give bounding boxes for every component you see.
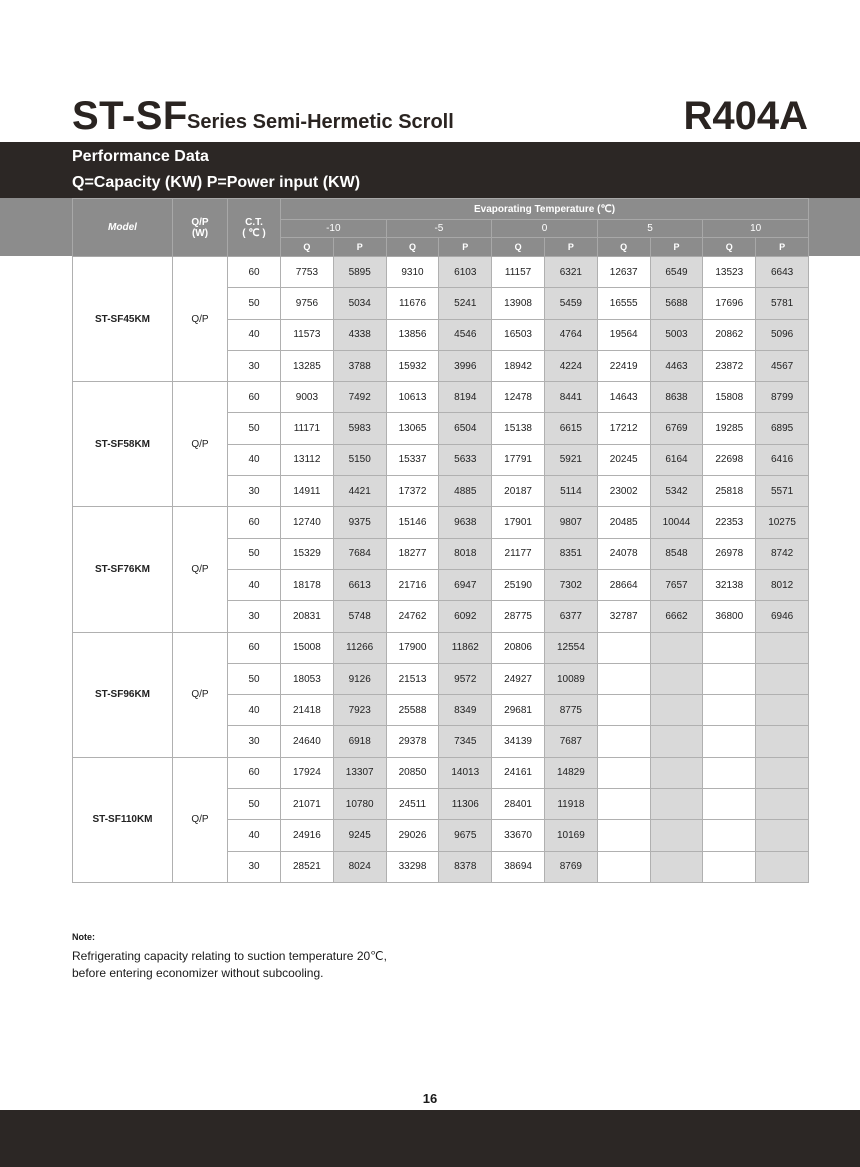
power-cell: 8378: [439, 851, 492, 882]
footer-band: [0, 1110, 860, 1167]
section-legend: Q=Capacity (KW) P=Power input (KW): [72, 174, 361, 191]
note-heading: Note:: [72, 932, 95, 942]
table-row: [73, 257, 809, 288]
table-row: [73, 757, 809, 788]
model-qp: Q/P: [173, 507, 228, 632]
capacity-cell: 13065: [386, 413, 439, 444]
header-qp: Q/P (W): [173, 199, 228, 257]
model-qp: Q/P: [173, 382, 228, 507]
capacity-cell: [703, 789, 756, 820]
capacity-cell: 15932: [386, 350, 439, 381]
header-model: Model: [73, 199, 173, 257]
power-cell: 6092: [439, 601, 492, 632]
header-evap-temp: -5: [386, 220, 492, 238]
power-cell: [650, 851, 703, 882]
model-qp: Q/P: [173, 757, 228, 882]
capacity-cell: [703, 695, 756, 726]
capacity-cell: 20806: [492, 632, 545, 663]
capacity-cell: 21418: [281, 695, 334, 726]
ct-value: 40: [228, 820, 281, 851]
capacity-cell: 10613: [386, 382, 439, 413]
power-cell: 14013: [439, 757, 492, 788]
power-cell: 6918: [333, 726, 386, 757]
header-q: Q: [281, 238, 334, 257]
power-cell: [650, 789, 703, 820]
power-cell: 9126: [333, 663, 386, 694]
power-cell: [756, 789, 809, 820]
capacity-cell: 17791: [492, 444, 545, 475]
power-cell: 5034: [333, 288, 386, 319]
capacity-cell: 15329: [281, 538, 334, 569]
capacity-cell: 24078: [597, 538, 650, 569]
capacity-cell: 17212: [597, 413, 650, 444]
power-cell: 6947: [439, 569, 492, 600]
capacity-cell: 13908: [492, 288, 545, 319]
capacity-cell: 20485: [597, 507, 650, 538]
power-cell: 9245: [333, 820, 386, 851]
capacity-cell: 11157: [492, 257, 545, 288]
capacity-cell: 11171: [281, 413, 334, 444]
power-cell: 5241: [439, 288, 492, 319]
ct-value: 30: [228, 350, 281, 381]
power-cell: 10044: [650, 507, 703, 538]
capacity-cell: 23872: [703, 350, 756, 381]
refrigerant-label: R404A: [683, 94, 808, 138]
power-cell: 6946: [756, 601, 809, 632]
power-cell: 9638: [439, 507, 492, 538]
capacity-cell: [597, 632, 650, 663]
power-cell: 8742: [756, 538, 809, 569]
power-cell: 9375: [333, 507, 386, 538]
header-ct: C.T. ( ℃ ): [228, 199, 281, 257]
power-cell: 8441: [544, 382, 597, 413]
ct-value: 40: [228, 569, 281, 600]
capacity-cell: 18178: [281, 569, 334, 600]
capacity-cell: 12478: [492, 382, 545, 413]
power-cell: 5150: [333, 444, 386, 475]
power-cell: 8018: [439, 538, 492, 569]
power-cell: 11266: [333, 632, 386, 663]
capacity-cell: 23002: [597, 476, 650, 507]
capacity-cell: 24927: [492, 663, 545, 694]
header-evap-temp: 0: [492, 220, 598, 238]
capacity-cell: 11676: [386, 288, 439, 319]
model-name: ST-SF76KM: [73, 507, 173, 632]
capacity-cell: 21071: [281, 789, 334, 820]
capacity-cell: 17924: [281, 757, 334, 788]
power-cell: 6549: [650, 257, 703, 288]
power-cell: [650, 757, 703, 788]
capacity-cell: 24161: [492, 757, 545, 788]
power-cell: 6662: [650, 601, 703, 632]
header-p: P: [544, 238, 597, 257]
table-row: [73, 382, 809, 413]
capacity-cell: [597, 663, 650, 694]
capacity-cell: 17696: [703, 288, 756, 319]
model-name: ST-SF45KM: [73, 257, 173, 382]
capacity-cell: 24640: [281, 726, 334, 757]
power-cell: 14829: [544, 757, 597, 788]
capacity-cell: 7753: [281, 257, 334, 288]
capacity-cell: 34139: [492, 726, 545, 757]
power-cell: [756, 695, 809, 726]
capacity-cell: 24916: [281, 820, 334, 851]
capacity-cell: 16503: [492, 319, 545, 350]
capacity-cell: 26978: [703, 538, 756, 569]
power-cell: 3996: [439, 350, 492, 381]
capacity-cell: [703, 663, 756, 694]
ct-value: 60: [228, 382, 281, 413]
power-cell: 8548: [650, 538, 703, 569]
power-cell: 10089: [544, 663, 597, 694]
header-q: Q: [386, 238, 439, 257]
capacity-cell: [703, 726, 756, 757]
power-cell: 10169: [544, 820, 597, 851]
power-cell: 5983: [333, 413, 386, 444]
capacity-cell: [597, 726, 650, 757]
section-title: Performance Data: [72, 148, 209, 165]
power-cell: 4546: [439, 319, 492, 350]
ct-value: 50: [228, 663, 281, 694]
power-cell: 6504: [439, 413, 492, 444]
capacity-cell: 11573: [281, 319, 334, 350]
power-cell: 6895: [756, 413, 809, 444]
ct-value: 30: [228, 601, 281, 632]
power-cell: 4224: [544, 350, 597, 381]
capacity-cell: 19285: [703, 413, 756, 444]
note-line-2: before entering economizer without subcooling.: [72, 966, 324, 980]
power-cell: 8024: [333, 851, 386, 882]
power-cell: 11918: [544, 789, 597, 820]
power-cell: 5114: [544, 476, 597, 507]
power-cell: 4885: [439, 476, 492, 507]
power-cell: 4567: [756, 350, 809, 381]
page-title: ST-SF: [72, 94, 188, 138]
capacity-cell: 24511: [386, 789, 439, 820]
ct-value: 30: [228, 851, 281, 882]
power-cell: 3788: [333, 350, 386, 381]
capacity-cell: 24762: [386, 601, 439, 632]
capacity-cell: 21177: [492, 538, 545, 569]
power-cell: 5781: [756, 288, 809, 319]
power-cell: 4338: [333, 319, 386, 350]
capacity-cell: 13112: [281, 444, 334, 475]
capacity-cell: 25190: [492, 569, 545, 600]
power-cell: 8638: [650, 382, 703, 413]
capacity-cell: 13285: [281, 350, 334, 381]
header-p: P: [439, 238, 492, 257]
capacity-cell: 9003: [281, 382, 334, 413]
table-row: [73, 507, 809, 538]
power-cell: 8349: [439, 695, 492, 726]
power-cell: 5895: [333, 257, 386, 288]
capacity-cell: 14643: [597, 382, 650, 413]
capacity-cell: 20850: [386, 757, 439, 788]
capacity-cell: 25818: [703, 476, 756, 507]
capacity-cell: 29681: [492, 695, 545, 726]
capacity-cell: 15337: [386, 444, 439, 475]
header-p: P: [650, 238, 703, 257]
power-cell: 8351: [544, 538, 597, 569]
model-qp: Q/P: [173, 257, 228, 382]
power-cell: 8194: [439, 382, 492, 413]
capacity-cell: 29026: [386, 820, 439, 851]
capacity-cell: 19564: [597, 319, 650, 350]
capacity-cell: 18277: [386, 538, 439, 569]
ct-value: 50: [228, 288, 281, 319]
capacity-cell: 21716: [386, 569, 439, 600]
capacity-cell: 32787: [597, 601, 650, 632]
capacity-cell: 28664: [597, 569, 650, 600]
power-cell: 7345: [439, 726, 492, 757]
power-cell: 11306: [439, 789, 492, 820]
capacity-cell: 17900: [386, 632, 439, 663]
power-cell: 7492: [333, 382, 386, 413]
capacity-cell: 22419: [597, 350, 650, 381]
power-cell: 6615: [544, 413, 597, 444]
capacity-cell: 38694: [492, 851, 545, 882]
capacity-cell: 33670: [492, 820, 545, 851]
power-cell: 8769: [544, 851, 597, 882]
power-cell: 11862: [439, 632, 492, 663]
model-name: ST-SF58KM: [73, 382, 173, 507]
page-number: 16: [422, 1091, 438, 1106]
capacity-cell: 33298: [386, 851, 439, 882]
power-cell: 7684: [333, 538, 386, 569]
power-cell: 10780: [333, 789, 386, 820]
capacity-cell: 17901: [492, 507, 545, 538]
power-cell: 4764: [544, 319, 597, 350]
model-qp: Q/P: [173, 632, 228, 757]
header-evap-temp: -10: [281, 220, 387, 238]
header-p: P: [333, 238, 386, 257]
power-cell: 7302: [544, 569, 597, 600]
header-evap-temp: 5: [597, 220, 703, 238]
capacity-cell: 28521: [281, 851, 334, 882]
capacity-cell: 20245: [597, 444, 650, 475]
ct-value: 60: [228, 757, 281, 788]
ct-value: 40: [228, 695, 281, 726]
header-q: Q: [597, 238, 650, 257]
power-cell: [650, 726, 703, 757]
power-cell: 5342: [650, 476, 703, 507]
capacity-cell: 22353: [703, 507, 756, 538]
ct-value: 50: [228, 413, 281, 444]
capacity-cell: 25588: [386, 695, 439, 726]
power-cell: 5748: [333, 601, 386, 632]
model-name: ST-SF96KM: [73, 632, 173, 757]
table-row: [73, 632, 809, 663]
power-cell: 6416: [756, 444, 809, 475]
power-cell: 6164: [650, 444, 703, 475]
power-cell: 6643: [756, 257, 809, 288]
capacity-cell: [597, 789, 650, 820]
header-q: Q: [703, 238, 756, 257]
power-cell: 5688: [650, 288, 703, 319]
capacity-cell: 32138: [703, 569, 756, 600]
power-cell: 5571: [756, 476, 809, 507]
power-cell: [756, 820, 809, 851]
performance-table: [72, 198, 809, 883]
capacity-cell: [703, 632, 756, 663]
capacity-cell: 15146: [386, 507, 439, 538]
power-cell: 13307: [333, 757, 386, 788]
power-cell: 8799: [756, 382, 809, 413]
power-cell: [756, 757, 809, 788]
capacity-cell: 21513: [386, 663, 439, 694]
power-cell: 10275: [756, 507, 809, 538]
header-evap-temp: 10: [703, 220, 809, 238]
ct-value: 30: [228, 726, 281, 757]
power-cell: 9572: [439, 663, 492, 694]
capacity-cell: [703, 851, 756, 882]
capacity-cell: 12740: [281, 507, 334, 538]
power-cell: 6321: [544, 257, 597, 288]
capacity-cell: 15808: [703, 382, 756, 413]
power-cell: 6769: [650, 413, 703, 444]
ct-value: 40: [228, 444, 281, 475]
power-cell: 6613: [333, 569, 386, 600]
power-cell: [756, 726, 809, 757]
power-cell: [756, 851, 809, 882]
capacity-cell: [703, 757, 756, 788]
capacity-cell: [703, 820, 756, 851]
capacity-cell: 28775: [492, 601, 545, 632]
capacity-cell: 36800: [703, 601, 756, 632]
header-evaporating-temperature: Evaporating Temperature (℃): [281, 199, 809, 220]
capacity-cell: 9310: [386, 257, 439, 288]
power-cell: 5003: [650, 319, 703, 350]
capacity-cell: 17372: [386, 476, 439, 507]
power-cell: 6377: [544, 601, 597, 632]
header-p: P: [756, 238, 809, 257]
ct-value: 50: [228, 789, 281, 820]
power-cell: 7657: [650, 569, 703, 600]
power-cell: 6103: [439, 257, 492, 288]
power-cell: [650, 632, 703, 663]
capacity-cell: 29378: [386, 726, 439, 757]
model-name: ST-SF110KM: [73, 757, 173, 882]
capacity-cell: [597, 757, 650, 788]
header-band: [0, 142, 860, 198]
ct-value: 60: [228, 507, 281, 538]
capacity-cell: 18942: [492, 350, 545, 381]
capacity-cell: 13523: [703, 257, 756, 288]
note-line-1: Refrigerating capacity relating to suction temperature 20℃,: [72, 949, 387, 963]
capacity-cell: 20831: [281, 601, 334, 632]
capacity-cell: 13856: [386, 319, 439, 350]
capacity-cell: 18053: [281, 663, 334, 694]
ct-value: 40: [228, 319, 281, 350]
power-cell: 5459: [544, 288, 597, 319]
capacity-cell: 16555: [597, 288, 650, 319]
capacity-cell: 20862: [703, 319, 756, 350]
power-cell: 4463: [650, 350, 703, 381]
capacity-cell: [597, 820, 650, 851]
capacity-cell: [597, 851, 650, 882]
capacity-cell: 12637: [597, 257, 650, 288]
power-cell: 9675: [439, 820, 492, 851]
capacity-cell: [597, 695, 650, 726]
power-cell: 4421: [333, 476, 386, 507]
power-cell: 5096: [756, 319, 809, 350]
capacity-cell: 22698: [703, 444, 756, 475]
capacity-cell: 9756: [281, 288, 334, 319]
power-cell: 9807: [544, 507, 597, 538]
capacity-cell: 28401: [492, 789, 545, 820]
power-cell: 8775: [544, 695, 597, 726]
capacity-cell: 14911: [281, 476, 334, 507]
power-cell: [756, 632, 809, 663]
ct-value: 50: [228, 538, 281, 569]
ct-value: 30: [228, 476, 281, 507]
power-cell: 7687: [544, 726, 597, 757]
power-cell: [650, 663, 703, 694]
capacity-cell: 15138: [492, 413, 545, 444]
power-cell: 5921: [544, 444, 597, 475]
page-subtitle: Series Semi-Hermetic Scroll: [187, 111, 454, 133]
power-cell: [650, 695, 703, 726]
power-cell: 12554: [544, 632, 597, 663]
power-cell: 5633: [439, 444, 492, 475]
header-q: Q: [492, 238, 545, 257]
ct-value: 60: [228, 257, 281, 288]
power-cell: [650, 820, 703, 851]
ct-value: 60: [228, 632, 281, 663]
power-cell: 8012: [756, 569, 809, 600]
capacity-cell: 20187: [492, 476, 545, 507]
power-cell: 7923: [333, 695, 386, 726]
power-cell: [756, 663, 809, 694]
capacity-cell: 15008: [281, 632, 334, 663]
